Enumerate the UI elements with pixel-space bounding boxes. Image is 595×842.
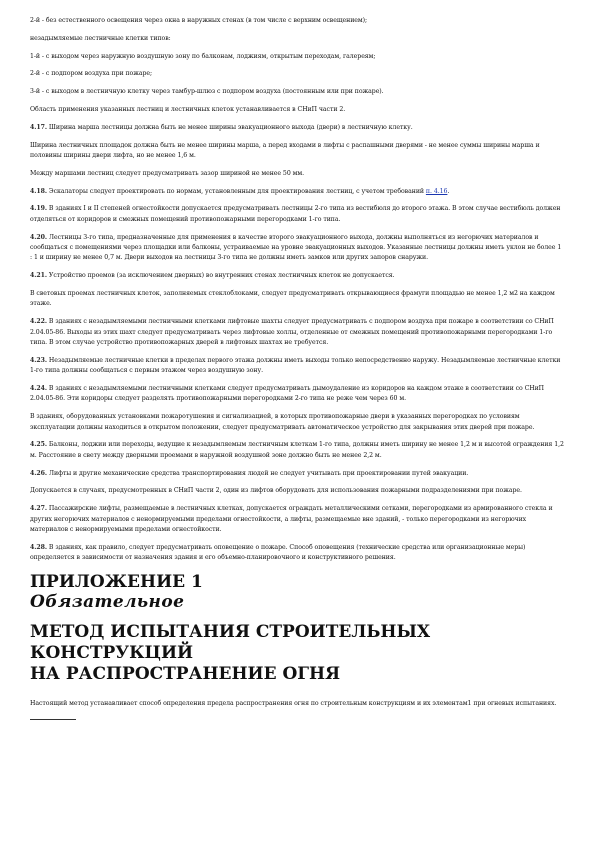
paragraph-text: Между маршами лестниц следует предусматривать зазор шириной не менее 50 мм. (30, 169, 305, 177)
paragraph-text: Лифты и другие механические средства транспортирования людей не следует учитывать при проектировании путей эвакуации. (48, 469, 469, 477)
clause-number: 4.17. (30, 123, 47, 131)
paragraph (30, 469, 565, 479)
paragraph (30, 317, 565, 348)
paragraph-text: Эскалаторы следует проектировать по нормам, установленным для проектирования лестниц, с учетом требований (48, 187, 424, 195)
paragraph (30, 123, 565, 133)
paragraph (30, 69, 565, 79)
paragraph (30, 34, 565, 44)
paragraph-text: В световых проемах лестничных клеток, заполняемых стеклоблоками, следует предусматривать открывающиеся фрамуги площадью не менее 1,2 м2 на каждом этаже. (30, 289, 555, 308)
clause-link[interactable]: п. 4.16 (425, 187, 448, 195)
paragraph-text: Лестницы 3-го типа, предназначенные для применения в качестве второго эвакуационного выхода, должны выполняться из негорючих материалов и сообщаться с помещениями через площадки или балконы, устраиваемые на уровне эвакуационных выходов. Указанные лестницы должны иметь уклон не более 1 : 1 и ширину не менее 0,7 м. Двери выходов на лестницы 3-го типа не должны иметь замков или других запоров снаружи. (30, 233, 562, 262)
clause-number: 4.22. (30, 318, 47, 326)
paragraph (30, 543, 565, 564)
paragraph-text: Пассажирские лифты, размещаемые в лестничных клетках, допускается ограждать металлическими сетками, перегородками из армированного стекла и других негорючих материалов с ненормируемыми пределами огнестойкости, а лифты, размещаемые вне зданий, - только перегородками из негорючих материалов с ненормируемыми пределами огнестойкости. (30, 505, 553, 534)
paragraph-text: 2-й - без естественного освещения через окна в наружных стенах (в том числе с верхним освещением); (30, 17, 368, 24)
document-body (30, 16, 565, 564)
paragraph (30, 486, 565, 496)
paragraph-text: Ширина лестничных площадок должна быть не менее ширины марша, а перед входами в лифты с распашными дверями - не менее суммы ширины марша и половины ширины двери лифта, но не менее 1,6 м. (30, 141, 540, 159)
appendix-heading-line-2: НА РАСПРОСТРАНЕНИЕ ОГНЯ (30, 663, 341, 684)
footnote-divider (30, 719, 76, 720)
paragraph-text: Балконы, лоджии или переходы, ведущие к незадымляемым лестничным клеткам 1-го типа, должны иметь ширину не менее 1,2 м и высотой ограждения 1,2 м. Расстояние в свету между дверными проемами в наружной воздушной зоне должно быть не менее 2,2 м. (30, 441, 564, 459)
clause-number: 4.18. (30, 187, 47, 195)
paragraph (30, 52, 565, 62)
paragraph-text: 1-й - с выходом через наружную воздушную зону по балконам, лоджиям, открытым переходам, галереям; (30, 52, 376, 60)
paragraph-text: 3-й - с выходом в лестничную клетку через тамбур-шлюз с подпором воздуха (постоянным или при пожаре). (30, 88, 384, 96)
paragraph (30, 440, 565, 461)
paragraph (30, 271, 565, 281)
paragraph (30, 233, 565, 264)
clause-number: 4.25. (30, 441, 47, 449)
clause-number: 4.27. (30, 505, 47, 513)
clause-number: 4.19. (30, 205, 47, 213)
appendix-heading (30, 622, 565, 685)
paragraph (30, 105, 565, 115)
paragraph-text: В зданиях, как правило, следует предусматривать оповещение о пожаре. Способ оповещения (технические средства или организационные меры) определяется в зависимости от назначения здания и его объемно-планировочного и конструктивного решения. (30, 543, 526, 562)
paragraph (30, 141, 565, 162)
paragraph-text: Незадымляемые лестничные клетки в пределах первого этажа должны иметь выходы только непосредственно наружу. Незадымляемые лестничные клетки 1-го типа должны сообщаться с первым этажом через воздушную зону. (30, 356, 561, 375)
clause-number: 4.26. (30, 469, 47, 477)
appendix-intro: Настоящий метод устанавливает способ определения предела распространения огня по строительным конструкциям и их элементам1 при огневых испытаниях. (30, 699, 557, 707)
paragraph (30, 87, 565, 97)
paragraph-text: Область применения указанных лестниц и лестничных клеток устанавливается в СНиП части 2. (30, 105, 346, 113)
appendix-heading-line-1: МЕТОД ИСПЫТАНИЯ СТРОИТЕЛЬНЫХ КОНСТРУКЦИЙ (30, 621, 431, 663)
paragraph-text: незадымляемые лестничные клетки типов: (30, 34, 171, 42)
paragraph-text: Устройство проемов (за исключением дверных) во внутренних стенах лестничных клеток не допускается. (48, 272, 395, 280)
paragraph (30, 289, 565, 310)
paragraph (30, 356, 565, 377)
paragraph (30, 187, 565, 197)
clause-number: 4.28. (30, 543, 47, 551)
paragraph-text: В зданиях с незадымляемыми лестничными клетками следует предусматривать дымоудаление из коридоров на каждом этаже в соответствии со СНиП 2.04.05-86. Эти коридоры следует разделять противопожарными перегородками 2-го типа не реже чем через 60 м. (30, 385, 545, 403)
paragraph-text: В зданиях, оборудованных установками пожаротушения и сигнализацией, в которых противопожарные двери в указанных перегородках по условиям эксплуатации должны находиться в открытом положении, следует предусматривать автоматическое устройство для закрывания этих дверей при пожаре. (30, 413, 535, 431)
paragraph-text: Допускается в случаях, предусмотренных в СНиП части 2, один из лифтов оборудовать для использования пожарными подразделениями при пожаре. (30, 487, 522, 495)
paragraph (30, 384, 565, 405)
paragraph (30, 204, 565, 225)
paragraph (30, 16, 565, 26)
paragraph-tail: . (447, 187, 450, 195)
appendix-subtitle: Обязательное (30, 591, 185, 612)
paragraph-text: В зданиях I и II степеней огнестойкости допускается предусматривать лестницы 2-го типа из вестибюля до второго этажа. В этом случае вестибюль должен отделяться от коридоров и смежных помещений противопожарными перегородками 1-го типа. (30, 205, 561, 223)
paragraph-text: Ширина марша лестницы должна быть не менее ширины эвакуационного выхода (двери) в лестничную клетку. (48, 123, 413, 131)
clause-number: 4.21. (30, 272, 47, 280)
clause-number: 4.23. (30, 356, 47, 364)
paragraph-text: В зданиях с незадымляемыми лестничными клетками лифтовые шахты следует предусматривать с подпором воздуха при пожаре в соответствии со СНиП 2.04.05-86. Выходы из этих шахт следует предусматривать через лифтовые холлы, отделенные от смежных помещений противопожарными перегородками 1-го типа. В этом случае устройство противопожарных дверей в лифтовых шахтах не требуется. (30, 318, 554, 346)
paragraph (30, 169, 565, 179)
paragraph (30, 504, 565, 535)
clause-number: 4.24. (30, 385, 47, 392)
paragraph (30, 412, 565, 433)
paragraph-text: 2-й - с подпором воздуха при пожаре; (30, 70, 153, 78)
appendix-title: ПРИЛОЖЕНИЕ 1 (30, 571, 203, 592)
clause-number: 4.20. (30, 233, 47, 241)
